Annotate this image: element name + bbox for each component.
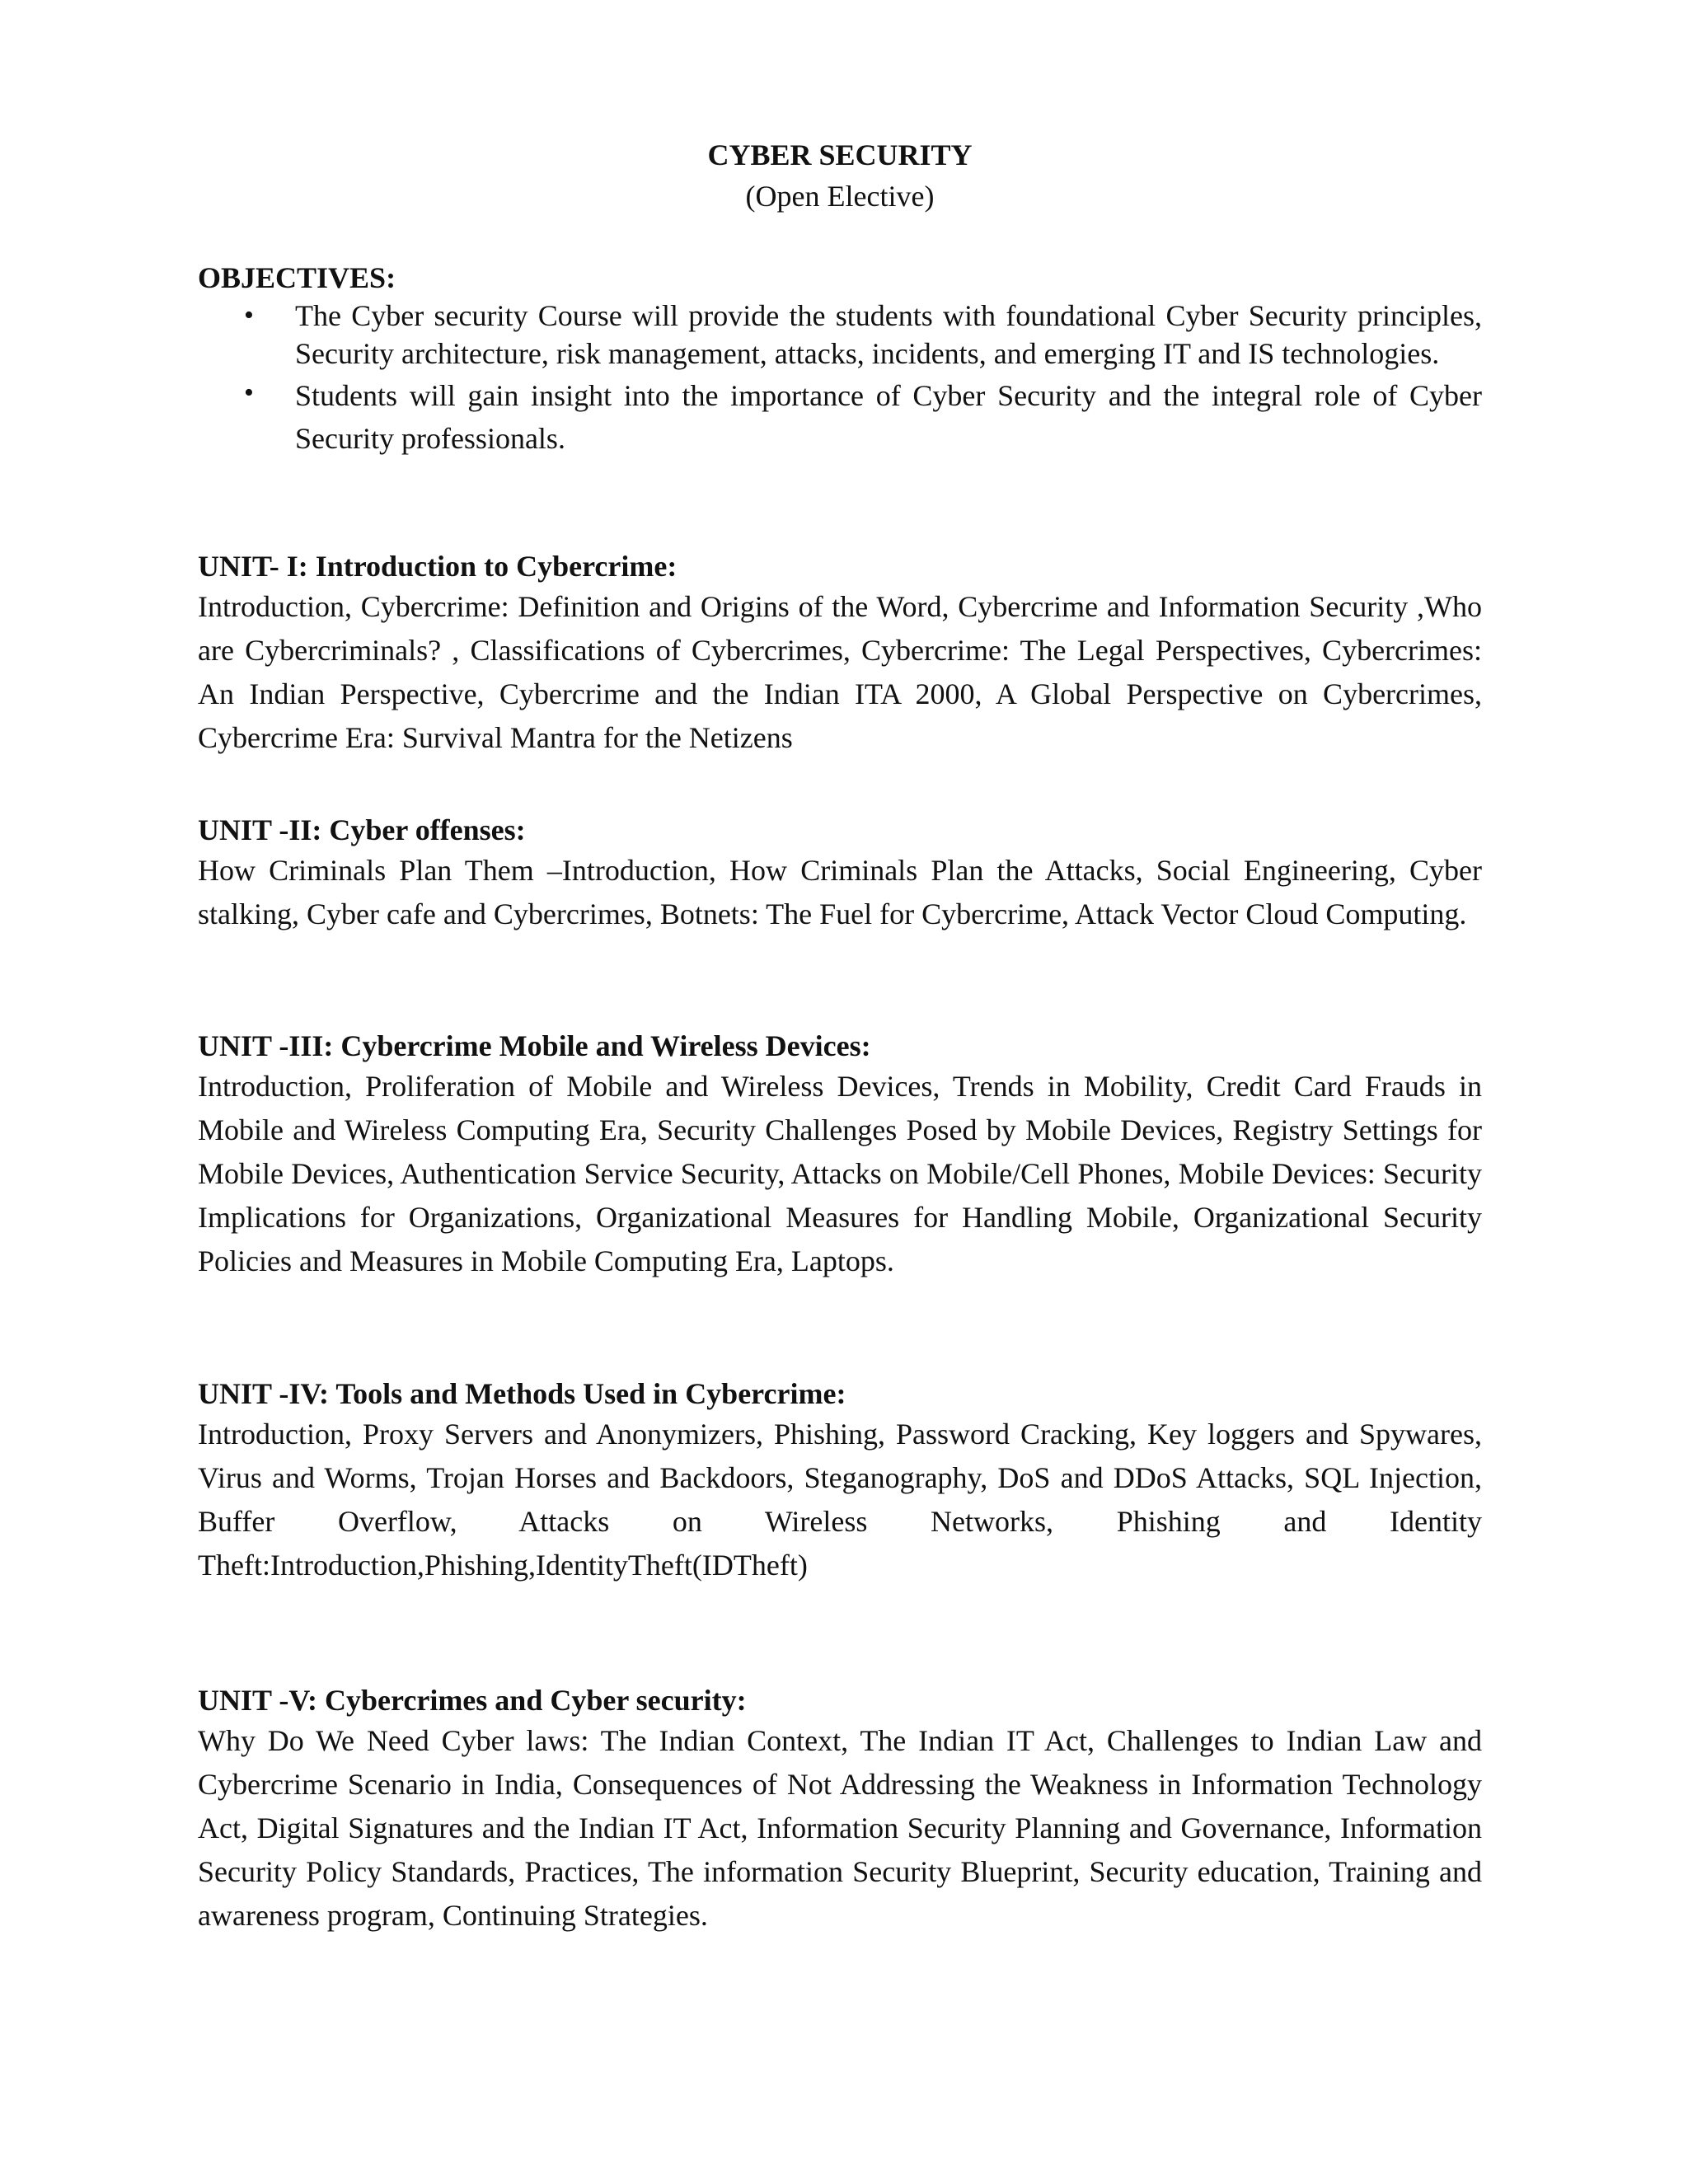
objective-text: The Cyber security Course will provide the students with foundational Cyber Security principles, Security architecture, risk management, attacks, incidents, and emerging IT and IS technologies.: [295, 299, 1482, 370]
unit-4-heading: UNIT -IV: Tools and Methods Used in Cybercrime:: [198, 1377, 846, 1410]
objective-text: Students will gain insight into the importance of Cyber Security and the integral role of Cyber Security professionals.: [295, 379, 1482, 455]
unit-4-section: [198, 1375, 1482, 1587]
unit-2-section: [198, 811, 1482, 936]
bullet-icon: •: [244, 377, 254, 408]
unit-5-heading: UNIT -V: Cybercrimes and Cyber security:: [198, 1684, 747, 1717]
objective-item: [198, 297, 1482, 373]
unit-1-section: [198, 547, 1482, 760]
unit-3-heading: UNIT -III: Cybercrime Mobile and Wireless Devices:: [198, 1029, 871, 1062]
objective-item: [198, 374, 1482, 460]
document-subtitle: (Open Elective): [745, 180, 935, 213]
unit-5-section: [198, 1681, 1482, 1938]
unit-2-heading: UNIT -II: Cyber offenses:: [198, 813, 526, 846]
bullet-icon: •: [244, 300, 254, 330]
unit-1-heading: UNIT- I: Introduction to Cybercrime:: [198, 550, 678, 583]
objectives-list: [198, 297, 1482, 460]
unit-4-body: Introduction, Proxy Servers and Anonymizers, Phishing, Password Cracking, Key loggers and Spywares, Virus and Worms, Trojan Horses and Backdoors, Steganography, DoS and DDoS Attacks, SQL Injection, Buffer Overflow, Attacks on Wireless Networks, Phishing and Identity Theft:Introduction,Phishing,IdentityTheft(IDTheft): [198, 1418, 1482, 1582]
objectives-heading: OBJECTIVES:: [198, 261, 396, 294]
document-title: CYBER SECURITY: [707, 138, 973, 171]
document-page: [198, 0, 1482, 2184]
unit-3-body: Introduction, Proliferation of Mobile and Wireless Devices, Trends in Mobility, Credit Card Frauds in Mobile and Wireless Computing Era, Security Challenges Posed by Mobile Devices, Registry Settings for Mobile Devices, Authentication Service Security, Attacks on Mobile/Cell Phones, Mobile Devices: Security Implications for Organizations, Organizational Measures for Handling Mobile, Organizational Security Policies and Measures in Mobile Computing Era, Laptops.: [198, 1070, 1482, 1277]
objectives-section: [198, 259, 1482, 460]
unit-2-body: How Criminals Plan Them –Introduction, How Criminals Plan the Attacks, Social Engineering, Cyber stalking, Cyber cafe and Cybercrimes, Botnets: The Fuel for Cybercrime, Attack Vector Cloud Computing.: [198, 854, 1482, 930]
unit-5-body: Why Do We Need Cyber laws: The Indian Context, The Indian IT Act, Challenges to Indian Law and Cybercrime Scenario in India, Consequences of Not Addressing the Weakness in Information Technology Act, Digital Signatures and the Indian IT Act, Information Security Planning and Governance, Information Security Policy Standards, Practices, The information Security Blueprint, Security education, Training and awareness program, Continuing Strategies.: [198, 1724, 1482, 1932]
unit-3-section: [198, 1027, 1482, 1283]
unit-1-body: Introduction, Cybercrime: Definition and Origins of the Word, Cybercrime and Information Security ,Who are Cybercriminals? , Classifications of Cybercrimes, Cybercrime: The Legal Perspectives, Cybercrimes: An Indian Perspective, Cybercrime and the Indian ITA 2000, A Global Perspective on Cybercrimes, Cybercrime Era: Survival Mantra for the Netizens: [198, 590, 1482, 754]
title-block: [198, 135, 1482, 218]
